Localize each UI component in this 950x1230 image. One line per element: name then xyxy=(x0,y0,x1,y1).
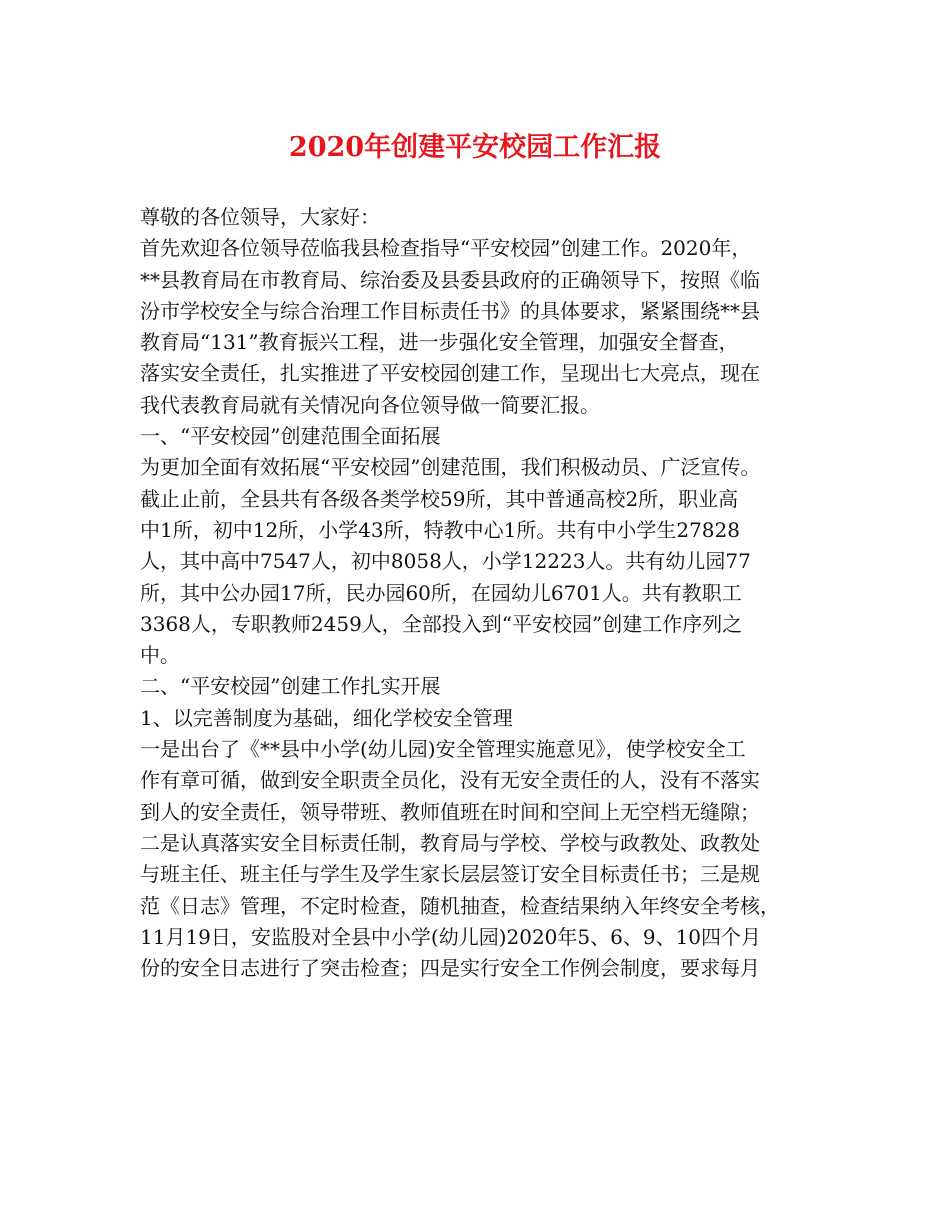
document-body xyxy=(140,202,840,984)
body-line: 二、“平安校园”创建工作扎实开展 xyxy=(140,674,441,699)
body-line: 二是认真落实安全目标责任制，教育局与学校、学校与政教处、政教处 xyxy=(140,830,760,855)
body-line: 3368人，专职教师2459人，全部投入到“平安校园”创建工作序列之 xyxy=(140,611,743,636)
body-line: 一是出台了《**县中小学(幼儿园)安全管理实施意见》，使学校安全工 xyxy=(140,737,746,762)
body-line: 1、以完善制度为基础，细化学校安全管理 xyxy=(140,705,513,730)
body-line: 中。 xyxy=(140,643,180,668)
body-line: 与班主任、班主任与学生及学生家长层层签订安全目标责任书；三是规 xyxy=(140,862,760,887)
body-line: 一、“平安校园”创建范围全面拓展 xyxy=(140,424,441,449)
body-line: 中1所，初中12所，小学43所，特教中心1所。共有中小学生27828 xyxy=(140,517,740,542)
body-line: 作有章可循，做到安全职责全员化，没有无安全责任的人，没有不落实 xyxy=(140,768,760,793)
document-title: 2020年创建平安校园工作汇报 xyxy=(288,132,662,163)
body-line: 落实安全责任，扎实推进了平安校园创建工作，呈现出七大亮点，现在 xyxy=(140,361,760,386)
body-line: 份的安全日志进行了突击检查；四是实行安全工作例会制度，要求每月 xyxy=(140,956,760,981)
body-line: 截止止前，全县共有各级各类学校59所，其中普通高校2所，职业高 xyxy=(140,486,739,511)
body-line: 人，其中高中7547人，初中8058人，小学12223人。共有幼儿园77 xyxy=(140,549,751,574)
body-line: 尊敬的各位领导，大家好： xyxy=(140,205,380,229)
body-line: 所，其中公办园17所，民办园60所，在园幼儿6701人。共有教职工 xyxy=(140,580,742,605)
body-line: 到人的安全责任，领导带班、教师值班在时间和空间上无空档无缝隙； xyxy=(140,799,760,824)
body-line: 首先欢迎各位领导莅临我县检查指导“平安校园”创建工作。2020年， xyxy=(140,236,752,261)
body-line: **县教育局在市教育局、综治委及县委县政府的正确领导下，按照《临 xyxy=(140,267,760,292)
body-line: 汾市学校安全与综合治理工作目标责任书》的具体要求，紧紧围绕**县 xyxy=(140,298,760,323)
body-line: 11月19日，安监股对全县中小学(幼儿园)2020年5、6、9、10四个月 xyxy=(140,924,762,949)
body-line: 为更加全面有效拓展“平安校园”创建范围，我们积极动员、广泛宣传。 xyxy=(140,455,761,480)
body-line: 我代表教育局就有关情况向各位领导做一简要汇报。 xyxy=(140,392,600,417)
body-line: 教育局“131”教育振兴工程，进一步强化安全管理，加强安全督查， xyxy=(140,330,739,355)
body-line: 范《日志》管理，不定时检查，随机抽查，检查结果纳入年终安全考核， xyxy=(140,893,780,918)
